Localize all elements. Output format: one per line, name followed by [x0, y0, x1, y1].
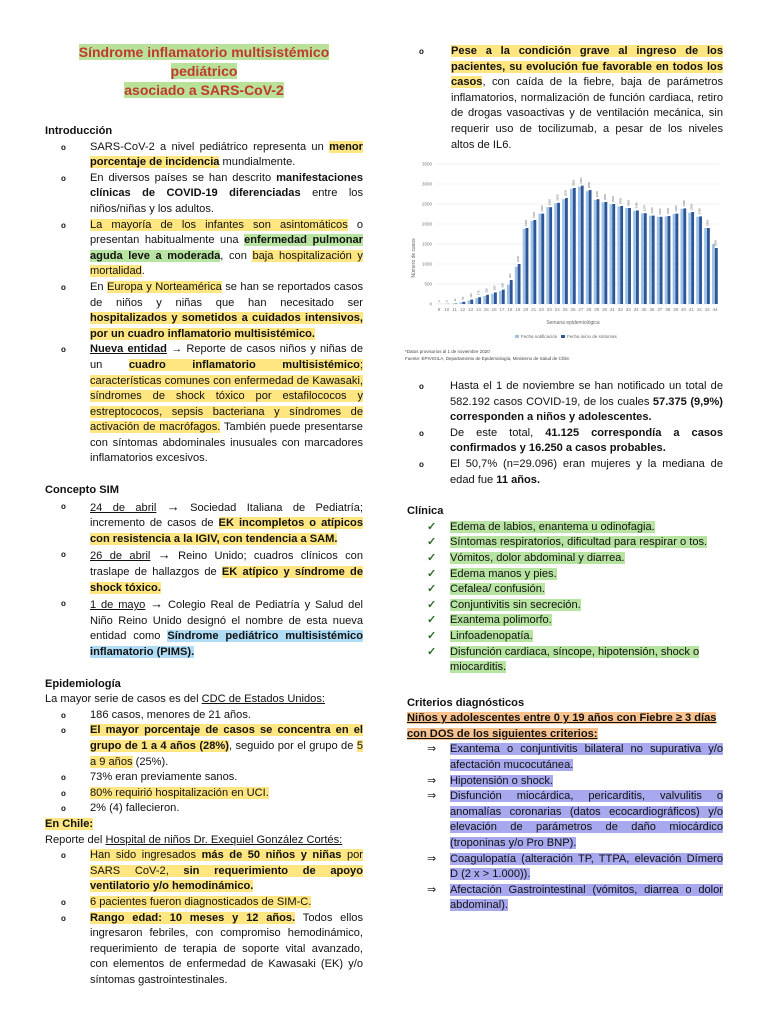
data-label: 2960	[579, 177, 584, 184]
criterio-item: ⇒ Coagulopatía (alteración TP, TTPA, elevación Dímero D (2 x > 1.000)).	[427, 852, 723, 881]
data-label: 230	[484, 288, 489, 293]
criterio-item: ⇒ Hipotensión o shock.	[405, 774, 723, 790]
clinica-item: ✓ Edema manos y pies.	[405, 567, 723, 583]
chart-note-1: *Datos provisorios al 1 de noviembre 2020	[405, 349, 490, 354]
data-label: 2650	[563, 189, 568, 196]
x-tick-label: 10	[444, 307, 450, 312]
list-item: o En Europa y Norteamérica se han se reportados casos de niños y niñas que han necesitado ser hospitalizados y sometidos a cuidados intensivos, por un cuadro inflamatorio multisistémico.	[45, 280, 363, 342]
data-label: 2340	[634, 202, 639, 209]
intro-list	[45, 140, 363, 467]
data-label: 1900	[705, 219, 710, 226]
bar-onset	[518, 264, 521, 304]
bar-onset	[683, 208, 686, 304]
bar-notification	[546, 207, 549, 304]
data-label: 55	[460, 296, 465, 300]
clinica-heading: Clínica	[407, 505, 444, 518]
data-label: 2450	[618, 197, 623, 204]
bar-onset	[604, 202, 607, 304]
bar-onset	[675, 214, 678, 304]
chart-xlabel: Semana epidemiológica	[546, 320, 600, 326]
data-label: 2390	[681, 200, 686, 207]
y-tick-label: 1500	[421, 241, 432, 247]
data-label: 110	[468, 293, 473, 298]
epi-heading: Epidemiología	[45, 677, 121, 690]
clinica-item: ✓ Conjuntivitis sin secreción.	[405, 598, 723, 614]
bar-onset	[636, 210, 639, 304]
arrow-icon: →	[150, 596, 164, 612]
bar-onset	[526, 228, 529, 304]
check-icon: ✓	[427, 567, 437, 580]
implies-arrow-icon: ⇒	[427, 852, 437, 865]
bar-notification	[649, 216, 652, 304]
criterio-item: ⇒ Disfunción miocárdica, pericarditis, valvulitis o anomalías coronarias (datos ecocardiográficos) y/o elevación de parámetros de daño miocárdico (troponinas y/o Pro BNP).	[427, 790, 723, 850]
y-tick-label: 2000	[421, 221, 432, 227]
bar-onset	[691, 212, 694, 304]
y-tick-label: 1000	[421, 261, 432, 267]
bar-onset	[549, 207, 552, 304]
chart-ylabel: Número de casos	[411, 238, 417, 278]
bar-notification	[499, 291, 502, 304]
data-label: 2260	[539, 205, 544, 212]
criterios-list	[405, 742, 723, 914]
bar-notification	[554, 203, 557, 304]
x-tick-label: 32	[617, 307, 623, 312]
data-label: 2260	[673, 205, 678, 212]
data-label: 360	[500, 282, 505, 288]
check-icon: ✓	[427, 583, 437, 596]
bar-notification	[641, 213, 644, 304]
x-tick-label: 13	[467, 307, 474, 312]
bar-onset	[565, 198, 568, 304]
bar-notification	[625, 208, 628, 304]
epi-bar-chart	[403, 158, 723, 370]
x-tick-label: 22	[538, 307, 545, 312]
data-label: 2200	[665, 207, 670, 214]
list-item: o SARS-CoV-2 a nivel pediátrico representa un menor porcentaje de incidencia mundialmente.	[45, 140, 363, 171]
data-label: 12	[452, 298, 457, 302]
data-label: 1900	[523, 219, 528, 226]
clinica-item: ✓ Linfoadenopatía.	[405, 629, 723, 645]
check-icon: ✓	[427, 536, 437, 549]
bar-notification	[475, 298, 478, 304]
data-label: 2270	[642, 204, 647, 212]
x-tick-label: 43	[704, 307, 710, 312]
x-tick-label: 30	[602, 307, 608, 312]
list-item: o 80% requirió hospitalización en UCI.	[45, 786, 363, 802]
chile-lead: Reporte del Hospital de niños Dr. Exequiel González Cortés:	[45, 833, 343, 846]
clinica-item: ✓ Vómitos, dolor abdominal y diarrea.	[405, 551, 723, 567]
y-tick-label: 500	[424, 281, 432, 287]
intro-heading: Introducción	[45, 125, 113, 137]
data-label: 2210	[650, 207, 655, 214]
data-label: 2530	[555, 194, 560, 201]
x-tick-label: 24	[554, 307, 560, 312]
implies-arrow-icon: ⇒	[427, 774, 437, 787]
data-label: 290	[492, 285, 497, 291]
list-item: o El 50,7% (n=29.096) eran mujeres y la mediana de edad fue 11 años.	[405, 457, 723, 488]
y-tick-label: 0	[429, 301, 432, 307]
bar-onset	[597, 199, 600, 304]
x-tick-label: 37	[657, 307, 663, 312]
bar-onset	[707, 228, 710, 304]
x-tick-label: 35	[641, 307, 647, 312]
bar-notification	[594, 200, 597, 304]
bar-notification	[483, 296, 486, 304]
concepto-heading: Concepto SIM	[45, 484, 119, 497]
data-label: 2850	[587, 181, 592, 188]
data-label: 1400	[713, 239, 718, 246]
data-label: 2420	[547, 198, 552, 206]
bar-notification	[688, 213, 691, 304]
legend-swatch-notification	[515, 335, 519, 338]
chart-note-2: Fuente: EPIVIGILA, Departamento de Epidemiología, Ministerio de Salud de Chile.	[405, 356, 571, 361]
list-item: o 1 de mayo → Colegio Real de Pediatría y Salud del Niño Reino Unido designó el nombre de esta nueva entidad como Síndrome pediátrico multisistémico inflamatorio (PIMS).	[45, 596, 363, 660]
criterio-item: ⇒ Afectación Gastrointestinal (vómitos, diarrea o dolor abdominal).	[427, 883, 723, 912]
bar-onset	[494, 292, 497, 304]
bar-onset	[652, 216, 655, 304]
bar-onset	[620, 206, 623, 304]
bar-onset	[510, 280, 513, 304]
data-label: 2400	[626, 199, 631, 206]
bar-onset	[660, 217, 663, 304]
bar-onset	[715, 248, 718, 304]
list-item: o Hasta el 1 de noviembre se han notificado un total de 582.192 casos COVID-19, de los cuales 57.375 (9,9%) corresponden a niños y adolescentes.	[405, 379, 723, 426]
check-icon: ✓	[427, 551, 437, 564]
x-tick-label: 44	[712, 307, 718, 312]
bar-notification	[562, 199, 565, 304]
bar-onset	[573, 188, 576, 304]
implies-arrow-icon: ⇒	[427, 790, 437, 803]
data-label: 2500	[610, 195, 615, 202]
y-tick-label: 2500	[421, 201, 432, 207]
check-icon: ✓	[427, 598, 437, 611]
legend-notification: Fecha notificación	[521, 334, 558, 339]
bar-notification	[673, 214, 676, 304]
bar-onset	[470, 300, 473, 304]
bar-notification	[578, 187, 581, 304]
bar-onset	[557, 203, 560, 304]
bar-onset	[478, 297, 481, 304]
x-tick-label: 41	[688, 307, 694, 312]
bar-notification	[633, 211, 636, 304]
clinica-item: ✓ Cefalea/ confusión.	[405, 582, 723, 598]
list-item: o Rango edad: 10 meses y 12 años. Todos ellos ingresaron febriles, con compromiso hemodinámico, requerimiento de terapia de soporte vital avanzado, con elementos de enfermedad de Kawasaki (EK) y/o síntomas gastrointestinales.	[45, 911, 363, 989]
criterios-heading: Criterios diagnósticos	[407, 696, 525, 709]
clinica-item: ✓ Disfunción cardiaca, síncope, hipotensión, shock o miocarditis.	[427, 645, 700, 674]
list-item: o Nueva entidad → Reporte de casos niños y niñas de un cuadro inflamatorio multisistémico; características comunes con enfermedad de Kawasaki, síndromes de shock tóxico por estafilococos y estreptococos, sepsis bacteriana y síndromes de activación de macrófagos. También puede presentarse con síntomas abdominales inusuales con marcadores inflamatorios excesivos.	[45, 342, 363, 467]
bar-notification	[657, 217, 660, 304]
x-tick-label: 29	[594, 307, 600, 312]
x-tick-label: 33	[625, 307, 631, 312]
data-label: 600	[508, 273, 513, 278]
x-tick-label: 12	[460, 307, 466, 312]
legend-onset: Fecha inicio de síntomas	[567, 334, 617, 339]
list-item: o 2% (4) fallecieron.	[45, 801, 363, 817]
bar-notification	[515, 267, 518, 304]
data-label: 2180	[658, 208, 663, 215]
bar-notification	[610, 204, 613, 304]
bar-notification	[665, 216, 668, 304]
y-tick-label: 3500	[421, 161, 432, 167]
stats-list	[405, 379, 723, 488]
bar-onset	[668, 216, 671, 304]
x-tick-label: 20	[523, 307, 529, 312]
x-tick-label: 36	[649, 307, 655, 312]
bar-notification	[617, 206, 620, 304]
list-item: o Han sido ingresados más de 50 niños y niñas por SARS CoV-2, sin requerimiento de apoyo ventilatorio y/o hemodinámico.	[45, 848, 363, 895]
data-label: 2190	[697, 208, 702, 215]
bar-onset	[533, 220, 536, 304]
x-tick-label: 31	[609, 307, 616, 312]
legend-swatch-onset	[561, 335, 565, 338]
chile-list	[45, 848, 363, 988]
criterios-lead: Niños y adolescentes entre 0 y 19 años con Fiebre ≥ 3 días con DOS de los siguientes criterios:	[407, 712, 717, 740]
list-item: o 73% eran previamente sanos.	[45, 770, 363, 786]
list-item: o De este total, 41.125 correspondía a casos confirmados y 16.250 a casos probables.	[405, 426, 723, 457]
x-tick-label: 9	[437, 307, 441, 312]
bar-notification	[602, 202, 605, 304]
data-label: 2900	[571, 179, 576, 186]
left-column	[45, 0, 363, 988]
list-item: o El mayor porcentaje de casos se concentra en el grupo de 1 a 4 años (28%), seguido por el grupo de 5 a 9 años (25%).	[45, 723, 363, 770]
clinica-item: ✓ Síntomas respiratorios, dificultad para respirar o tos.	[405, 535, 723, 551]
bar-onset	[589, 190, 592, 304]
data-label: 170	[476, 290, 481, 296]
x-tick-label: 40	[680, 307, 687, 312]
x-tick-label: 14	[475, 307, 481, 312]
list-item: o 26 de abril → Reino Unido; cuadros clínicos con traslape de hallazgos de EK atípico y síndrome de shock tóxico.	[45, 547, 363, 596]
data-label: 5	[445, 300, 450, 302]
bar-onset	[462, 302, 465, 304]
bar-notification	[586, 191, 589, 304]
bar-notification	[491, 294, 494, 304]
bar-notification	[460, 302, 463, 304]
data-label: 2550	[602, 193, 607, 200]
clinica-item: ✓ Exantema polimorfo.	[405, 613, 723, 629]
evolution-list	[405, 44, 723, 153]
list-item: o 6 pacientes fueron diagnosticados de SIM-C.	[45, 895, 363, 911]
bar-onset	[612, 204, 615, 304]
implies-arrow-icon: ⇒	[427, 743, 437, 756]
x-tick-label: 34	[633, 307, 639, 312]
x-tick-label: 17	[499, 307, 505, 312]
x-tick-label: 27	[578, 307, 584, 312]
data-label: 2620	[594, 190, 599, 198]
bar-notification	[468, 300, 471, 304]
check-icon: ✓	[427, 520, 437, 533]
x-tick-label: 19	[515, 307, 521, 312]
y-tick-label: 3000	[421, 181, 432, 187]
bar-onset	[644, 213, 647, 304]
criterio-item: ⇒ Exantema o conjuntivitis bilateral no supurativa y/o afectación mucocutánea.	[427, 743, 723, 772]
epi-lead: La mayor serie de casos es del CDC de Estados Unidos:	[45, 693, 325, 706]
chile-heading: En Chile:	[45, 817, 94, 830]
right-column	[405, 44, 723, 153]
list-item: o 24 de abril → Sociedad Italiana de Pediatría; incremento de casos de EK incompletos o atípicos con resistencia a la IGIV, con tendencia a SAM.	[45, 499, 363, 548]
bar-notification	[531, 221, 534, 304]
bar-onset	[581, 186, 584, 304]
bar-notification	[712, 244, 715, 304]
implies-arrow-icon: ⇒	[427, 883, 437, 896]
bar-onset	[541, 214, 544, 304]
list-item: o 186 casos, menores de 21 años.	[45, 708, 363, 724]
list-item: o Pese a la condición grave al ingreso de los pacientes, su evolución fue favorable en todos los casos, con caída de la fiebre, baja de parámetros inflamatorios, normalización de función cardiaca, retiro de drogas vasoactivas y de ventilación mecánica, sin requerir uso de tocilizumab, a pesar de los niveles altos de IL6.	[405, 44, 723, 153]
bar-onset	[486, 295, 489, 304]
check-icon: ✓	[427, 645, 437, 658]
bar-onset	[628, 208, 631, 304]
data-label: 1000	[516, 255, 521, 262]
concepto-list	[45, 499, 363, 661]
bar-notification	[696, 217, 699, 304]
check-icon: ✓	[427, 614, 437, 627]
check-icon: ✓	[427, 629, 437, 642]
bar-notification	[704, 228, 707, 304]
list-item: o En diversos países se han descrito manifestaciones clínicas de COVID-19 diferenciadas entre los niños/niñas y los adultos.	[45, 171, 363, 218]
clinica-list	[405, 520, 723, 676]
x-tick-label: 21	[531, 307, 537, 312]
bar-notification	[570, 189, 573, 304]
list-item: o La mayoría de los infantes son asintomáticos o presentan habitualmente una enfermedad pulmonar aguda leve a moderada, con baja hospitalización y mortalidad.	[45, 218, 363, 280]
data-label: 2	[437, 300, 442, 302]
x-tick-label: 11	[452, 307, 458, 312]
arrow-icon: →	[157, 547, 171, 563]
epi-list	[45, 708, 363, 817]
x-tick-label: 38	[665, 307, 671, 312]
x-tick-label: 42	[696, 307, 702, 312]
x-tick-label: 39	[673, 307, 679, 312]
stats-block	[405, 379, 723, 914]
x-tick-label: 16	[491, 307, 497, 312]
x-tick-label: 28	[586, 307, 592, 312]
data-label: 2100	[531, 211, 536, 218]
bar-notification	[507, 285, 510, 304]
bar-notification	[523, 229, 526, 304]
bar-onset	[699, 216, 702, 304]
bar-notification	[681, 209, 684, 304]
data-label: 2300	[689, 203, 694, 210]
bar-onset	[502, 290, 505, 304]
x-tick-label: 26	[570, 307, 576, 312]
bar-notification	[539, 214, 542, 304]
clinica-item: ✓ Edema de labios, enantema u odinofagia.	[405, 520, 723, 536]
x-tick-label: 25	[562, 307, 568, 312]
arrow-icon: →	[166, 498, 180, 514]
x-tick-label: 15	[483, 307, 489, 312]
x-tick-label: 23	[546, 307, 552, 312]
page-title: Síndrome inflamatorio multisistémico pediátrico asociado a SARS-CoV-2	[78, 44, 330, 98]
x-tick-label: 18	[507, 307, 513, 312]
